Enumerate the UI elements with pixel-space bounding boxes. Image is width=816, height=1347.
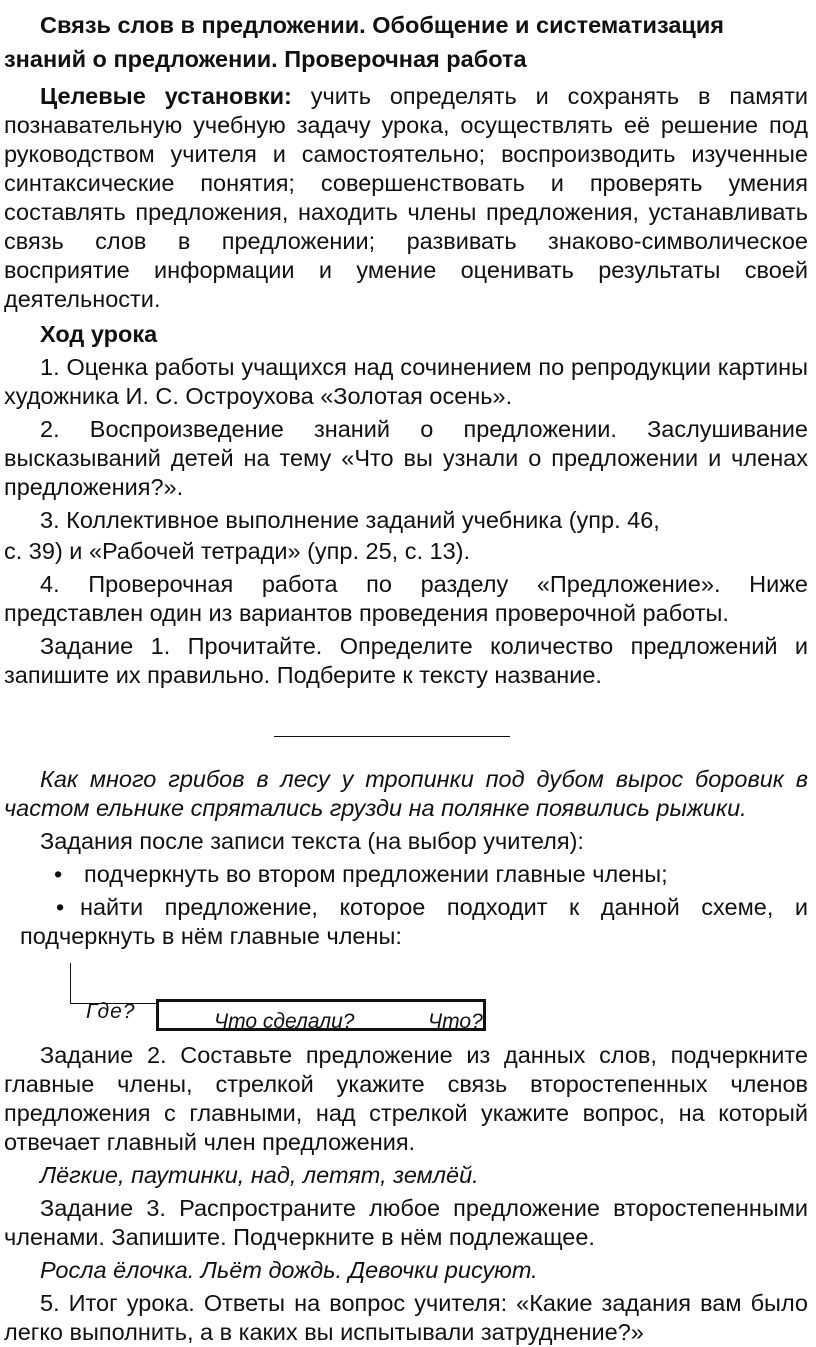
step-3-continued: с. 39) и «Рабочей тетради» (упр. 25, с. 13). (4, 538, 471, 564)
goals-paragraph (4, 82, 808, 314)
step-4: 4. Проверочная работа по разделу «Предложение». Ниже представлен один из вариантов проведения проверочной работы. (4, 571, 808, 626)
step-1: 1. Оценка работы учащихся над сочинением по репродукции картины художника И. С. Остроухова «Золотая осень». (4, 354, 808, 409)
step-2: 2. Воспроизведение знаний о предложении. Заслушивание высказываний детей на тему «Что вы узнали о предложении и членах предложения?». (4, 416, 808, 500)
schema-did-label: Что сделали? (214, 1010, 355, 1033)
sentence-schema (4, 963, 808, 1031)
task-3: Задание 3. Распространите любое предложение второстепенными членами. Запишите. Подчеркните в нём подлежащее. (4, 1195, 808, 1250)
bullet-text: найти предложение, которое подходит к данной схеме, и подчеркнуть в нём главные члены: (20, 894, 808, 949)
task-2-words: Лёгкие, паутинки, над, летят, землёй. (40, 1162, 479, 1188)
after-text-tasks: Задания после записи текста (на выбор учителя): (40, 828, 584, 854)
schema-what-label: Что? (428, 1010, 483, 1033)
goals-text: учить определять и сохранять в памяти познавательную учебную задачу урока, осуществлять её решение под руководством учителя и самостоятельно; воспроизводить изученные синтаксические понятия; совершенствовать и проверять умения составлять предложения, находить члены предложения, устанавливать связь слов в предложении; развивать знаково-символическое восприятие информации и умение оценивать результаты своей деятельности. (4, 83, 808, 312)
schema-where-label: Где? (86, 1000, 136, 1023)
bullet-text: подчеркнуть во втором предложении главные члены; (84, 861, 668, 887)
schema-vertical-line (70, 963, 71, 1003)
goals-label: Целевые установки: (40, 83, 292, 109)
bullet-icon: • (56, 894, 65, 920)
lesson-heading: Ход урока (40, 321, 158, 347)
bullet-item-1 (36, 860, 808, 889)
bullet-item-2 (20, 893, 808, 951)
step-3: 3. Коллективное выполнение заданий учебника (упр. 46, (40, 507, 660, 533)
task-1: Задание 1. Прочитайте. Определите количество предложений и запишите их правильно. Подберите к тексту название. (4, 633, 808, 688)
divider-line (274, 736, 510, 737)
task-3-sentences: Росла ёлочка. Льёт дождь. Девочки рисуют. (40, 1257, 538, 1283)
task-2: Задание 2. Составьте предложение из данных слов, подчеркните главные члены, стрелкой укажите связь второстепенных членов предложения с главными, над стрелкой укажите вопрос, на который отвечает главный член предложения. (4, 1042, 808, 1155)
bullet-icon: • (54, 861, 63, 887)
page-title: Связь слов в предложении. Обобщение и систематизация знаний о предложении. Проверочная работа (4, 12, 725, 72)
step-5: 5. Итог урока. Ответы на вопрос учителя: «Какие задания вам было легко выполнить, а в каких вы испытывали затруднение?» (4, 1290, 808, 1345)
dictation-text: Как много грибов в лесу у тропинки под дубом вырос боровик в частом ельнике спрятались грузди на полянке появились рыжики. (4, 766, 808, 821)
